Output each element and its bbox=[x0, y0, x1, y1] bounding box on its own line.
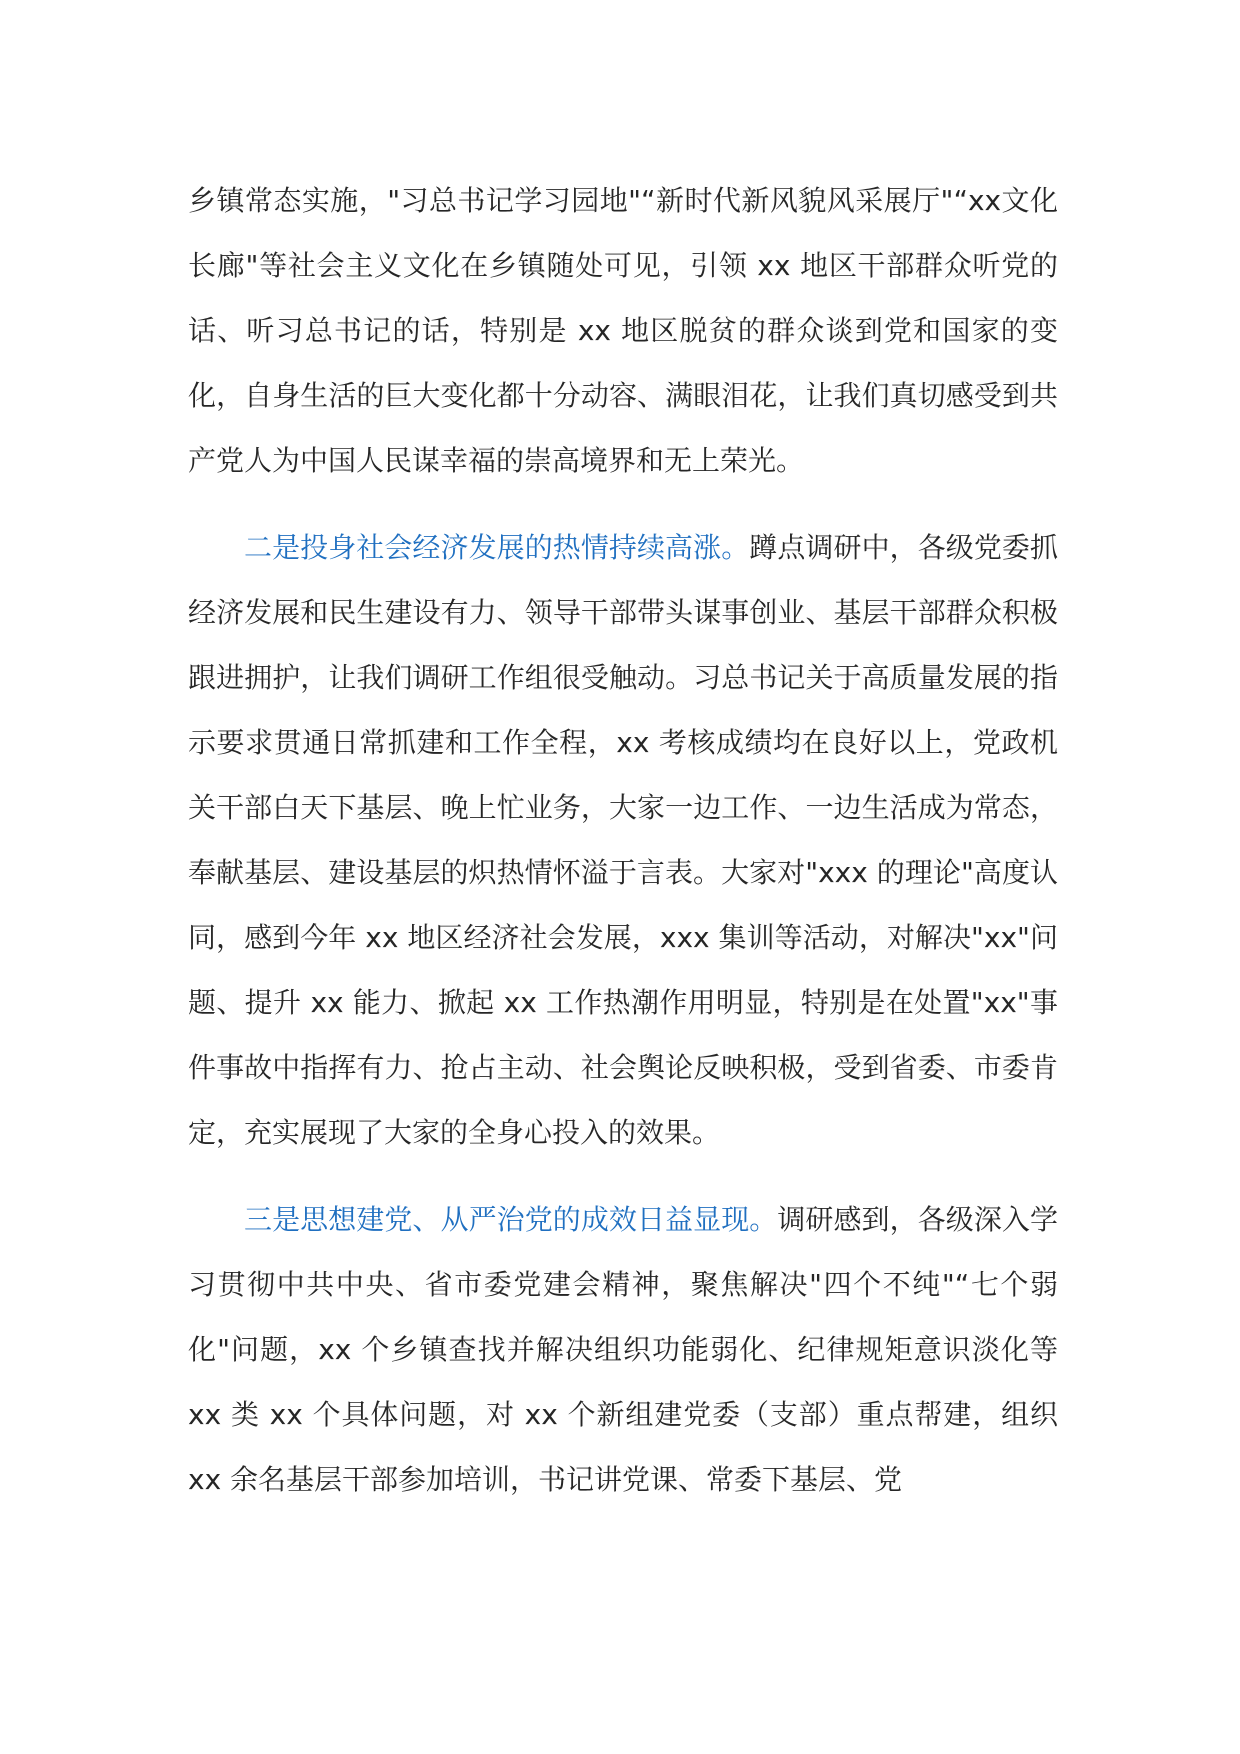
paragraph-spacer bbox=[188, 493, 1058, 515]
paragraph-spacer bbox=[188, 1165, 1058, 1187]
paragraph-3-heading: 三是思想建党、从严治党的成效日益显现。 bbox=[244, 1203, 778, 1236]
paragraph-2 bbox=[188, 515, 1058, 1165]
paragraph-3 bbox=[188, 1187, 1058, 1512]
paragraph-3-text: 调研感到，各级深入学习贯彻中共中央、省市委党建会精神，聚焦解决"四个不纯"“七个弱化"问题，xx 个乡镇查找并解决组织功能弱化、纪律规矩意识淡化等 xx 类 xx 个具体问题，对 xx 个新组建党委（支部）重点帮建，组织 xx 余名基层干部参加培训，书记讲党课、常委下基层、党 bbox=[188, 1203, 1058, 1496]
document-body bbox=[188, 168, 1058, 1512]
paragraph-2-text: 蹲点调研中，各级党委抓经济发展和民生建设有力、领导干部带头谋事创业、基层干部群众积极跟进拥护，让我们调研工作组很受触动。习总书记关于高质量发展的指示要求贯通日常抓建和工作全程，xx 考核成绩均在良好以上，党政机关干部白天下基层、晚上忙业务，大家一边工作、一边生活成为常态，奉献基层、建设基层的炽热情怀溢于言表。大家对"xxx 的理论"高度认同，感到今年 xx 地区经济社会发展，xxx 集训等活动，对解决"xx"问题、提升 xx 能力、掀起 xx 工作热潮作用明显，特别是在处置"xx"事件事故中指挥有力、抢占主动、社会舆论反映积极，受到省委、市委肯定，充实展现了大家的全身心投入的效果。 bbox=[188, 531, 1058, 1149]
paragraph-1 bbox=[188, 168, 1058, 493]
paragraph-2-heading: 二是投身社会经济发展的热情持续高涨。 bbox=[244, 531, 750, 564]
paragraph-1-text: 乡镇常态实施，"习总书记学习园地"“新时代新风貌风采展厅"“xx文化长廊"等社会主义文化在乡镇随处可见，引领 xx 地区干部群众听党的话、听习总书记的话，特别是 xx 地区脱贫的群众谈到党和国家的变化，自身生活的巨大变化都十分动容、满眼泪花，让我们真切感受到共产党人为中国人民谋幸福的崇高境界和无上荣光。 bbox=[188, 184, 1058, 477]
